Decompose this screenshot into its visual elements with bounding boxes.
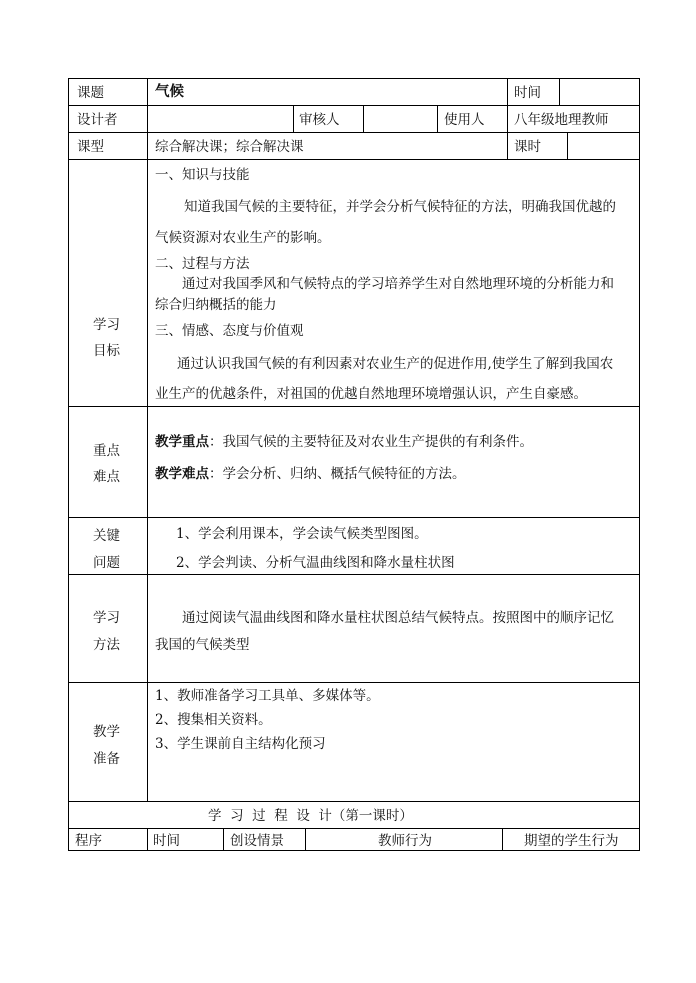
table-border [223,828,224,851]
methods-text: 我国的气候类型 [155,637,250,653]
objectives-label-1: 学习 [93,317,120,333]
objectives-text: 气候资源对农业生产的影响。 [155,230,331,246]
table-border [437,105,438,132]
preparation-item: 2、搜集相关资料。 [155,712,272,728]
objectives-text: 通过认识我国气候的有利因素对农业生产的促进作用,使学生了解到我国农 [177,356,614,372]
key-questions-label-2: 问题 [93,555,120,571]
methods-label-1: 学习 [93,610,120,626]
table-border [68,159,640,160]
table-border [68,828,640,829]
table-border [68,406,640,407]
teaching-focus-label: 教学重点 [155,434,209,450]
objectives-heading-process: 二、过程与方法 [155,256,250,272]
table-border [68,574,640,575]
table-border [639,78,640,851]
table-border [363,105,364,132]
time-label: 时间 [514,85,541,101]
table-border [293,105,294,132]
user-label: 使用人 [444,112,485,128]
objectives-heading-knowledge: 一、知识与技能 [155,167,250,183]
key-questions-label-1: 关键 [93,528,120,544]
process-col-time: 时间 [153,833,180,849]
table-border [68,850,640,851]
teaching-difficulty-text: ：学会分析、归纳、概括气候特征的方法。 [209,466,466,482]
table-border [68,78,640,79]
objectives-text: 通过对我国季风和气候特点的学习培养学生对自然地理环境的分析能力和 [182,276,614,292]
table-border [68,132,640,133]
table-border [68,105,640,106]
topic-value: 气候 [155,83,184,100]
process-col-teacher: 教师行为 [378,833,432,849]
objectives-text: 业生产的优越条件，对祖国的优越自然地理环境增强认识，产生自豪感。 [155,386,587,402]
process-col-procedure: 程序 [75,833,102,849]
methods-label-2: 方法 [93,637,120,653]
preparation-item: 1、教师准备学习工具单、多媒体等。 [155,688,380,704]
objectives-text: 综合归纳概括的能力 [155,297,277,313]
table-border [502,828,503,851]
reviewer-label: 审核人 [299,112,340,128]
type-value: 综合解决课；综合解决课 [155,139,304,155]
table-border [507,78,508,105]
teaching-focus [155,433,533,451]
user-value: 八年级地理教师 [514,112,609,128]
table-border [305,828,306,851]
table-border [507,132,508,159]
table-border [68,78,69,851]
objectives-label-2: 目标 [93,343,120,359]
table-border [68,517,640,518]
type-label: 课型 [77,139,104,155]
table-border [68,801,640,802]
objectives-text: 知道我国气候的主要特征，并学会分析气候特征的方法，明确我国优越的 [184,199,616,215]
hours-label: 课时 [514,139,541,155]
table-border [567,132,568,159]
teaching-focus-text: ：我国气候的主要特征及对农业生产提供的有利条件。 [209,434,533,450]
table-border [559,78,560,105]
teaching-difficulty [155,465,466,483]
key-points-label-2: 难点 [93,469,120,485]
methods-text: 通过阅读气温曲线图和降水量柱状图总结气候特点。按照图中的顺序记忆 [182,610,614,626]
designer-label: 设计者 [77,112,118,128]
table-border [68,682,640,683]
preparation-label-2: 准备 [93,751,120,767]
process-col-scenario: 创设情景 [230,833,284,849]
teaching-difficulty-label: 教学难点 [155,466,209,482]
key-question-item: 2、学会判读、分析气温曲线图和降水量柱状图 [176,555,455,571]
table-border [507,105,508,132]
table-border [147,78,148,802]
topic-label: 课题 [77,85,104,101]
table-border [147,828,148,851]
key-points-label-1: 重点 [93,443,120,459]
process-title: 学 习 过 程 设 计（第一课时） [208,808,413,824]
preparation-item: 3、学生课前自主结构化预习 [155,736,326,752]
objectives-heading-values: 三、情感、态度与价值观 [155,323,304,339]
preparation-label-1: 教学 [93,724,120,740]
process-col-student: 期望的学生行为 [524,833,619,849]
key-question-item: 1、学会利用课本，学会读气候类型图图。 [176,526,428,542]
